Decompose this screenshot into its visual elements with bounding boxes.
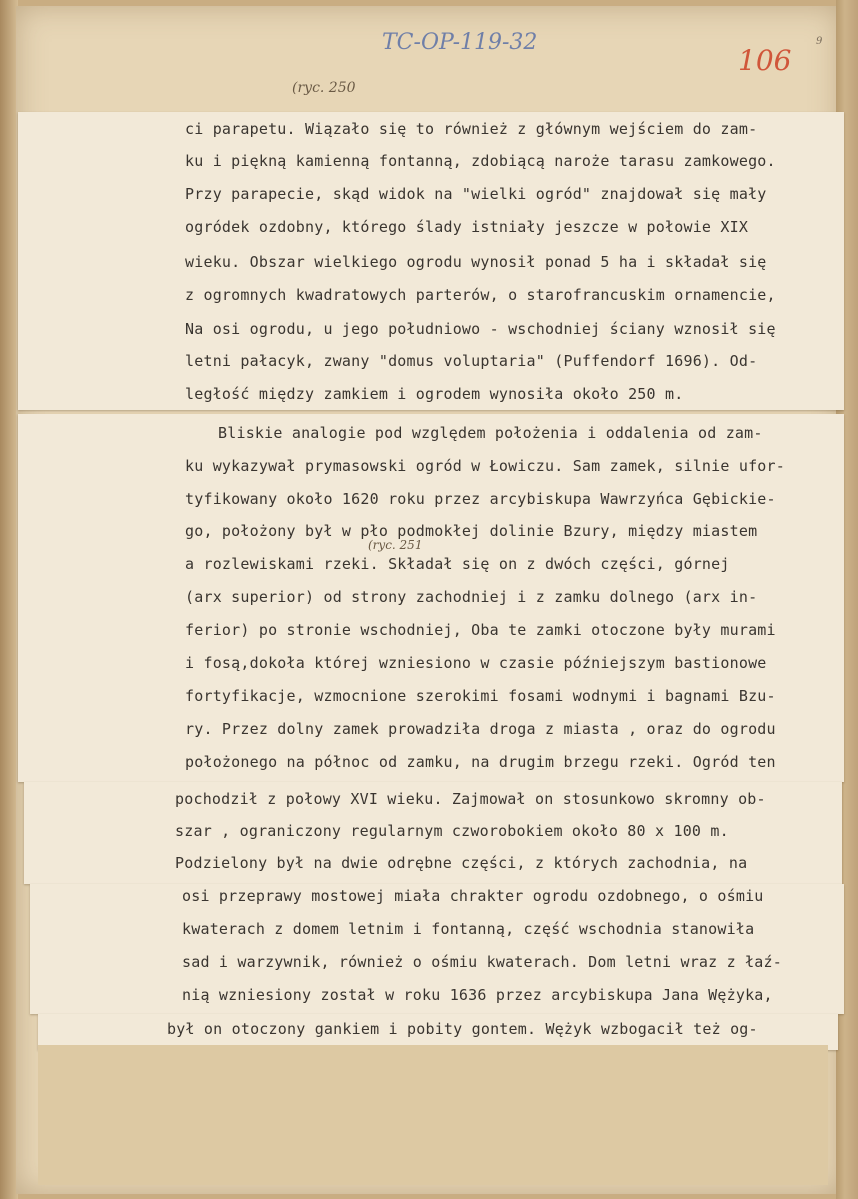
- paragraph-start-line: Bliskie analogie pod względem położenia i oddalenia od zam-: [218, 424, 763, 442]
- text-line: kwaterach z domem letnim i fontanną, część wschodnia stanowiła: [182, 920, 755, 938]
- text-line: ferior) po stronie wschodniej, Oba te zamki otoczone były murami: [185, 621, 776, 639]
- text-line: nią wzniesiony został w roku 1636 przez arcybiskupa Jana Wężyka,: [182, 986, 773, 1004]
- text-line: Przy parapecie, skąd widok na "wielki ogród" znajdował się mały: [185, 185, 767, 203]
- text-line: wieku. Obszar wielkiego ogrodu wynosił ponad 5 ha i składał się: [185, 253, 767, 271]
- text-line: ogródek ozdobny, którego ślady istniały jeszcze w połowie XIX: [185, 218, 749, 236]
- text-line: z ogromnych kwadratowych parterów, o starofrancuskim ornamencie,: [185, 286, 776, 304]
- text-line: szar , ograniczony regularnym czworobokiem około 80 x 100 m.: [175, 822, 729, 840]
- corner-mark: 9: [816, 36, 823, 47]
- text-line: ci parapetu. Wiązało się to również z głównym wejściem do zam-: [185, 120, 758, 138]
- lower-sheet: [38, 1045, 828, 1185]
- text-line: letni pałacyk, zwany "domus voluptaria" (Puffendorf 1696). Od-: [185, 352, 758, 370]
- text-line: ku i piękną kamienną fontanną, zdobiącą naroże tarasu zamkowego.: [185, 152, 776, 170]
- text-line: pochodził z połowy XVI wieku. Zajmował on stosunkowo skromny ob-: [175, 790, 766, 808]
- text-line: Na osi ogrodu, u jego południowo - wschodniej ściany wznosił się: [185, 320, 776, 338]
- text-line: i fosą,dokoła której wzniesiono w czasie późniejszym bastionowe: [185, 654, 767, 672]
- archive-signature: TC-OP-119-32: [382, 30, 538, 55]
- text-line: a rozlewiskami rzeki. Składał się on z dwóch części, górnej: [185, 555, 730, 573]
- text-line: był on otoczony gankiem i pobity gontem. Wężyk wzbogacił też og-: [167, 1020, 758, 1038]
- text-line: położonego na północ od zamku, na drugim brzegu rzeki. Ogród ten: [185, 753, 776, 771]
- figure-reference-250: (ryc. 250: [292, 80, 356, 96]
- text-line: fortyfikacje, wzmocnione szerokimi fosami wodnymi i bagnami Bzu-: [185, 687, 776, 705]
- text-line: sad i warzywnik, również o ośmiu kwaterach. Dom letni wraz z łaź-: [182, 953, 782, 971]
- text-line: osi przeprawy mostowej miała chrakter ogrodu ozdobnego, o ośmiu: [182, 887, 764, 905]
- text-line: tyfikowany około 1620 roku przez arcybiskupa Wawrzyńca Gębickie-: [185, 490, 776, 508]
- text-line: ry. Przez dolny zamek prowadziła droga z miasta , oraz do ogrodu: [185, 720, 776, 738]
- text-line: Podzielony był na dwie odrębne części, z których zachodnia, na: [175, 854, 748, 872]
- text-line: ku wykazywał prymasowski ogród w Łowiczu. Sam zamek, silnie ufor-: [185, 457, 785, 475]
- text-line: (arx superior) od strony zachodniej i z zamku dolnego (arx in-: [185, 588, 758, 606]
- figure-reference-251: (ryc. 251: [368, 538, 423, 552]
- text-line: ległość między zamkiem i ogrodem wynosiła około 250 m.: [185, 385, 684, 403]
- text-line: go, położony był w pło podmokłej dolinie Bzury, między miastem: [185, 522, 758, 540]
- page-number: 106: [738, 44, 792, 77]
